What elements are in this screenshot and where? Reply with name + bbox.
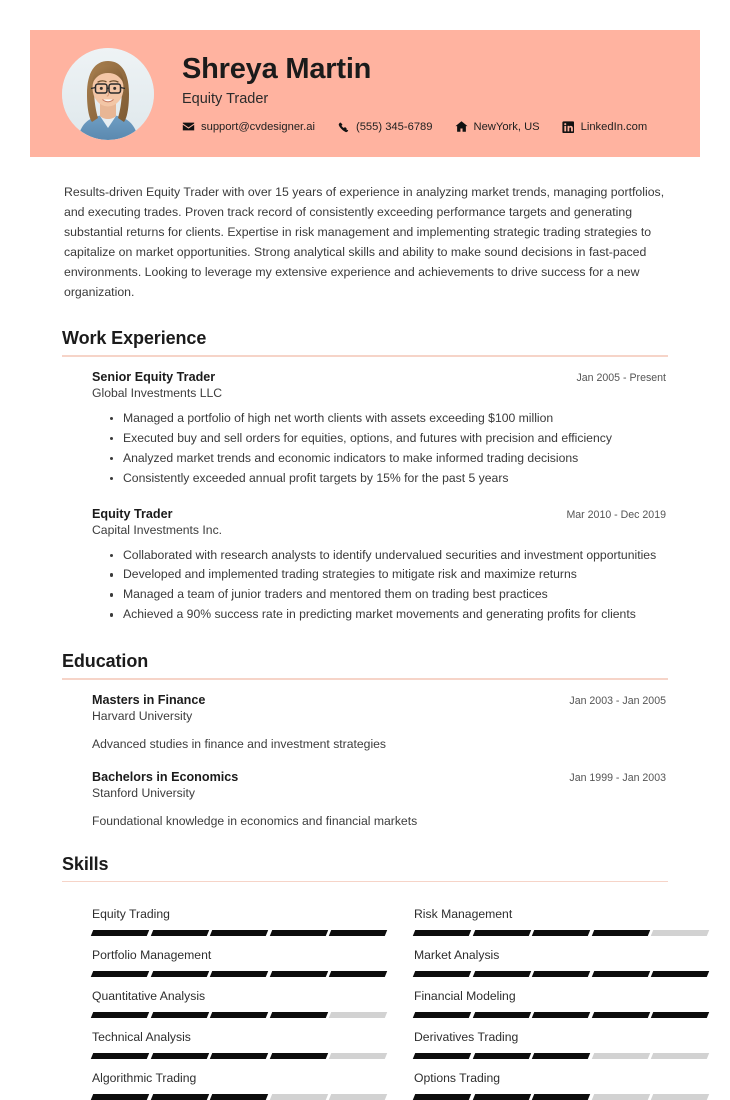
skill-rating-segment xyxy=(150,1094,208,1100)
resume-body xyxy=(30,183,700,1100)
contact-email[interactable] xyxy=(182,120,315,133)
skill-rating-segment xyxy=(413,971,471,977)
work-bullet: Managed a portfolio of high net worth clients with assets exceeding $100 million xyxy=(110,409,668,429)
section-title-skills: Skills xyxy=(62,853,109,874)
phone-icon xyxy=(337,120,350,133)
skill-rating-bar xyxy=(414,971,708,977)
skill-rating-segment xyxy=(329,1053,387,1059)
skill-rating-segment xyxy=(413,1053,471,1059)
skill-item xyxy=(92,1018,386,1059)
skill-rating-segment xyxy=(472,1053,530,1059)
skill-rating-segment xyxy=(270,1094,328,1100)
skill-rating-segment xyxy=(91,1094,149,1100)
skill-rating-bar xyxy=(92,930,386,936)
work-bullet: Managed a team of junior traders and mentored them on trading best practices xyxy=(110,585,668,605)
skill-item xyxy=(92,977,386,1018)
skill-rating-segment xyxy=(592,1094,650,1100)
work-company: Global Investments LLC xyxy=(92,385,223,400)
skill-rating-segment xyxy=(413,1094,471,1100)
skill-name: Quantitative Analysis xyxy=(92,989,206,1004)
skill-rating-segment xyxy=(150,930,208,936)
work-job-title: Senior Equity Trader xyxy=(92,369,216,384)
skill-name: Options Trading xyxy=(414,1071,501,1086)
skill-rating-segment xyxy=(532,971,590,977)
skill-rating-segment xyxy=(270,1053,328,1059)
skill-rating-segment xyxy=(472,1012,530,1018)
skill-rating-segment xyxy=(210,971,268,977)
skill-item xyxy=(414,977,708,1018)
skill-name: Risk Management xyxy=(414,907,513,922)
work-bullet: Developed and implemented trading strategies to mitigate risk and maximize returns xyxy=(110,565,668,585)
section-education xyxy=(62,651,668,828)
skill-rating-segment xyxy=(651,930,709,936)
skill-rating-segment xyxy=(532,930,590,936)
contact-list xyxy=(182,120,680,133)
skill-rating-segment xyxy=(210,1094,268,1100)
work-company: Capital Investments Inc. xyxy=(92,522,223,537)
skill-rating-segment xyxy=(150,1053,208,1059)
work-date-range: Jan 2005 - Present xyxy=(576,371,666,384)
skill-item xyxy=(92,895,386,936)
resume-page xyxy=(30,30,700,1100)
skill-rating-bar xyxy=(92,971,386,977)
education-entry xyxy=(62,770,668,828)
section-divider xyxy=(62,881,668,883)
home-icon xyxy=(455,120,468,133)
skill-rating-segment xyxy=(91,971,149,977)
education-entry-head xyxy=(92,693,668,707)
professional-summary: Results-driven Equity Trader with over 15 years of experience in analyzing market trends, managing portfolios, and executing trades. Proven track record of consistently exceeding performance targets and generating substantial returns for clients. Expertise in risk management and implementing strategic trading strategies to capitalize on market opportunities. Strong analytical skills and ability to make sound decisions in fast-paced environments. Looking to leverage my extensive experience and achievements to drive success for a new organization. xyxy=(64,185,665,299)
education-school: Harvard University xyxy=(92,708,193,723)
avatar-photo xyxy=(62,48,154,140)
header-text-block xyxy=(182,54,700,134)
skill-rating-segment xyxy=(472,971,530,977)
skill-rating-segment xyxy=(592,971,650,977)
skill-rating-segment xyxy=(270,971,328,977)
skill-rating-segment xyxy=(413,1012,471,1018)
skill-rating-bar xyxy=(414,930,708,936)
skill-rating-segment xyxy=(651,1053,709,1059)
skill-item xyxy=(414,1059,708,1100)
work-bullet-list xyxy=(92,409,668,489)
section-divider xyxy=(62,678,668,680)
skill-rating-segment xyxy=(532,1094,590,1100)
skill-rating-segment xyxy=(532,1012,590,1018)
work-entry xyxy=(62,370,668,489)
education-degree: Bachelors in Economics xyxy=(92,769,239,784)
skill-rating-segment xyxy=(210,1053,268,1059)
education-description: Foundational knowledge in economics and financial markets xyxy=(92,813,418,828)
education-school: Stanford University xyxy=(92,785,195,800)
resume-header xyxy=(30,30,700,157)
skill-rating-segment xyxy=(592,1053,650,1059)
education-entry-head xyxy=(92,770,668,784)
skill-rating-segment xyxy=(651,971,709,977)
skill-rating-segment xyxy=(329,971,387,977)
skill-rating-segment xyxy=(210,1012,268,1018)
contact-phone-text: (555) 345-6789 xyxy=(355,120,433,133)
work-entry-head xyxy=(92,507,668,521)
work-bullet: Executed buy and sell orders for equities, options, and futures with precision and efficiency xyxy=(110,429,668,449)
skill-item xyxy=(414,895,708,936)
skill-rating-segment xyxy=(270,930,328,936)
skill-rating-bar xyxy=(92,1094,386,1100)
email-icon xyxy=(182,120,195,133)
skill-rating-segment xyxy=(651,1094,709,1100)
work-job-title: Equity Trader xyxy=(92,506,173,521)
section-skills xyxy=(62,854,668,1100)
work-date-range: Mar 2010 - Dec 2019 xyxy=(566,508,666,521)
contact-email-text: support@cvdesigner.ai xyxy=(201,120,315,133)
skill-name: Portfolio Management xyxy=(92,948,212,963)
work-bullet: Collaborated with research analysts to identify undervalued securities and investment opportunities xyxy=(110,546,668,566)
contact-location[interactable] xyxy=(455,120,540,133)
skill-rating-segment xyxy=(413,930,471,936)
skill-rating-segment xyxy=(150,1012,208,1018)
skill-rating-segment xyxy=(270,1012,328,1018)
skill-name: Technical Analysis xyxy=(92,1030,191,1045)
section-title-work: Work Experience xyxy=(62,328,207,349)
skill-name: Market Analysis xyxy=(414,948,500,963)
work-entry-head xyxy=(92,370,668,384)
skill-rating-segment xyxy=(472,930,530,936)
skill-name: Financial Modeling xyxy=(414,989,516,1004)
work-bullet-list xyxy=(92,546,668,626)
skill-rating-bar xyxy=(414,1012,708,1018)
linkedin-icon xyxy=(562,120,575,133)
skill-rating-segment xyxy=(91,930,149,936)
skill-rating-segment xyxy=(651,1012,709,1018)
skill-name: Algorithmic Trading xyxy=(92,1071,197,1086)
contact-linkedin-text: LinkedIn.com xyxy=(580,120,648,133)
skill-item xyxy=(414,1018,708,1059)
avatar xyxy=(62,48,154,140)
education-description: Advanced studies in finance and investment strategies xyxy=(92,736,387,751)
candidate-role: Equity Trader xyxy=(182,91,269,108)
education-entry xyxy=(62,693,668,751)
skill-rating-segment xyxy=(592,1012,650,1018)
skill-rating-segment xyxy=(329,1094,387,1100)
skill-rating-segment xyxy=(532,1053,590,1059)
skill-item xyxy=(92,936,386,977)
skill-rating-segment xyxy=(91,1053,149,1059)
education-date-range: Jan 1999 - Jan 2003 xyxy=(569,771,666,784)
skill-rating-bar xyxy=(414,1053,708,1059)
section-divider xyxy=(62,355,668,357)
skill-rating-segment xyxy=(150,971,208,977)
work-bullet: Achieved a 90% success rate in predicting market movements and generating profits for clients xyxy=(110,605,668,625)
skill-item xyxy=(92,1059,386,1100)
skill-rating-bar xyxy=(92,1053,386,1059)
section-work-experience xyxy=(62,328,668,625)
skill-rating-segment xyxy=(329,930,387,936)
skill-rating-segment xyxy=(210,930,268,936)
education-date-range: Jan 2003 - Jan 2005 xyxy=(569,694,666,707)
education-degree: Masters in Finance xyxy=(92,692,206,707)
skill-rating-segment xyxy=(592,930,650,936)
contact-linkedin[interactable] xyxy=(562,120,648,133)
skill-item xyxy=(414,936,708,977)
skill-rating-segment xyxy=(329,1012,387,1018)
candidate-name: Shreya Martin xyxy=(182,52,372,85)
skill-name: Derivatives Trading xyxy=(414,1030,519,1045)
work-bullet: Analyzed market trends and economic indicators to make informed trading decisions xyxy=(110,449,668,469)
skills-grid xyxy=(62,895,668,1100)
section-title-education: Education xyxy=(62,651,149,672)
skill-rating-bar xyxy=(92,1012,386,1018)
skill-rating-segment xyxy=(91,1012,149,1018)
contact-location-text: NewYork, US xyxy=(473,120,540,133)
contact-phone[interactable] xyxy=(337,120,433,133)
skill-rating-segment xyxy=(472,1094,530,1100)
work-entry xyxy=(62,507,668,626)
work-bullet: Consistently exceeded annual profit targets by 15% for the past 5 years xyxy=(110,469,668,489)
skill-name: Equity Trading xyxy=(92,907,170,922)
skill-rating-bar xyxy=(414,1094,708,1100)
